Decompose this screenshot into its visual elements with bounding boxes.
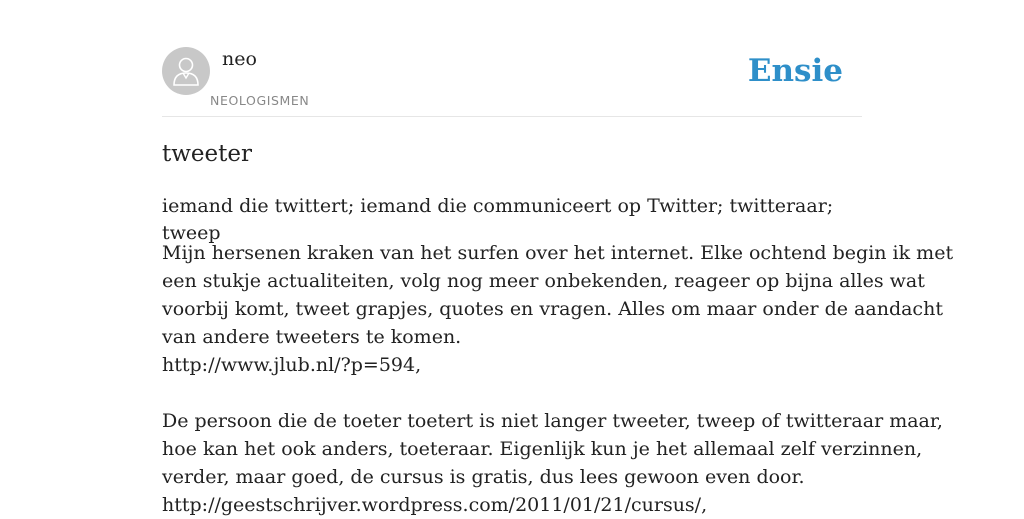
example-line: hoe kan het ook anders, toeteraar. Eigenlijk kun je het allemaal zelf verzinnen, (162, 438, 923, 460)
example-line: voorbij komt, tweet grapjes, quotes en vragen. Alles om maar onder de aandacht (162, 298, 943, 320)
example-source-link[interactable]: http://www.jlub.nl/?p=594, (162, 354, 422, 376)
entry-example (162, 239, 954, 519)
entry-term: tweeter (162, 141, 253, 167)
collection-label[interactable]: NEOLOGISMEN (210, 93, 310, 108)
example-line: van andere tweeters te komen. (162, 326, 462, 348)
example-line: verder, maar goed, de cursus is gratis, dus lees gewoon even door. (162, 466, 805, 488)
example-line: een stukje actualiteiten, volg nog meer onbekenden, reageer op bijna alles wat (162, 270, 925, 292)
entry-header (162, 47, 862, 117)
author-username[interactable]: neo (222, 48, 257, 70)
example-line: Mijn hersenen kraken van het surfen over het internet. Elke ochtend begin ik met (162, 242, 954, 264)
entry-definition: iemand die twittert; iemand die communiceert op Twitter; twitteraar; tweep (162, 195, 834, 244)
example-source-link[interactable]: http://geestschrijver.wordpress.com/2011/01/21/cursus/, (162, 494, 708, 516)
user-silhouette-icon (171, 55, 201, 87)
example-spacer (162, 379, 862, 407)
example-line: De persoon die de toeter toetert is niet langer tweeter, tweep of twitteraar maar, (162, 410, 943, 432)
ensie-logo-link[interactable]: Ensie (747, 53, 843, 89)
user-avatar-icon[interactable] (162, 47, 210, 95)
